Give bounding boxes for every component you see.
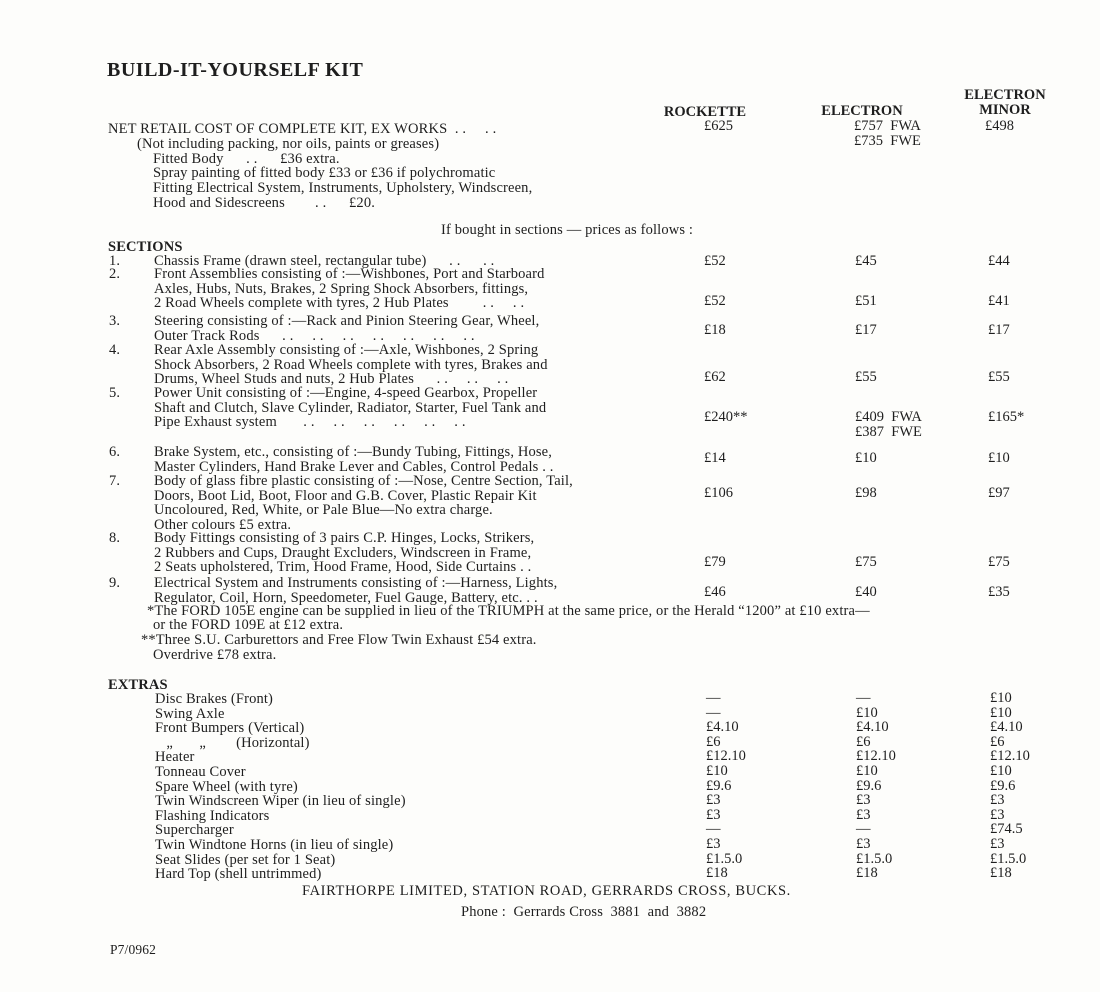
net-price-rockette: £625	[704, 118, 733, 134]
section-description-line: Pipe Exhaust system . . . . . . . . . . . .	[154, 414, 466, 431]
extra-price-rockette: £9.6	[706, 777, 732, 794]
section-price-electron-fwe: £387 FWE	[855, 424, 922, 440]
extra-price-electron: £4.10	[856, 719, 889, 736]
extra-price-electron-minor: £74.5	[990, 821, 1023, 838]
extra-price-electron-minor: £3	[990, 806, 1005, 823]
section-description-line: Shock Absorbers, 2 Road Wheels complete with tyres, Brakes and	[154, 356, 548, 373]
col-header-rockette: ROCKETTE	[663, 104, 747, 120]
section-price-electron-minor: £165*	[988, 409, 1025, 425]
extras-heading: EXTRAS	[108, 677, 168, 693]
section-description-line: Drums, Wheel Studs and nuts, 2 Hub Plates . . . . . .	[154, 371, 509, 388]
section-price-electron: £98	[855, 485, 877, 501]
extra-price-electron-minor: £12.10	[990, 748, 1030, 765]
section-description-line: Front Assemblies consisting of :—Wishbones, Port and Starboard	[154, 266, 545, 282]
extra-item-label: Flashing Indicators	[155, 807, 270, 824]
fitted-body-note: Fitted Body . . £36 extra.	[153, 151, 340, 167]
extra-price-electron-minor: £10	[990, 763, 1012, 779]
extra-price-electron: £9.6	[856, 777, 882, 794]
extra-price-rockette: —	[706, 821, 721, 838]
extra-price-rockette: £6	[706, 733, 721, 750]
extra-price-electron-minor: £4.10	[990, 719, 1023, 736]
extra-item-label: Heater	[155, 749, 195, 766]
section-description-line: 2 Rubbers and Cups, Draught Excluders, Windscreen in Frame,	[154, 544, 532, 561]
extra-price-rockette: £3	[706, 792, 721, 809]
section-price-rockette: £52	[704, 253, 726, 269]
extra-price-electron: £1.5.0	[856, 850, 893, 867]
section-description-line: Steering consisting of :—Rack and Pinion Steering Gear, Wheel,	[154, 313, 540, 329]
section-number: 7.	[109, 473, 121, 489]
section-price-electron: £51	[855, 293, 877, 309]
section-price-electron-minor: £97	[988, 485, 1010, 501]
section-price-electron: £409 FWA	[855, 409, 922, 425]
fitting-note-line1: Fitting Electrical System, Instruments, Upholstery, Windscreen,	[153, 180, 533, 196]
extra-price-electron: £3	[856, 806, 871, 823]
extra-item-label: Twin Windscreen Wiper (in lieu of single)	[155, 793, 406, 810]
section-description-line: Electrical System and Instruments consisting of :—Harness, Lights,	[154, 575, 558, 591]
col-header-electron-minor-line1: ELECTRON	[964, 87, 1046, 103]
section-price-rockette: £18	[704, 322, 726, 338]
spray-note: Spray painting of fitted body £33 or £36 if polychromatic	[153, 165, 496, 181]
section-price-electron-minor: £10	[988, 450, 1010, 466]
section-description-line: Power Unit consisting of :—Engine, 4-speed Gearbox, Propeller	[154, 385, 538, 401]
col-header-electron: ELECTRON	[821, 103, 903, 119]
extra-price-electron: —	[856, 690, 871, 706]
section-price-rockette: £62	[704, 369, 726, 385]
extra-item-label: Spare Wheel (with tyre)	[155, 778, 298, 795]
section-number: 4.	[109, 342, 121, 358]
extra-item-label: „ „ (Horizontal)	[155, 734, 310, 751]
section-price-electron-minor: £35	[988, 584, 1010, 600]
section-number: 8.	[109, 530, 121, 546]
extra-price-electron-minor: £10	[990, 690, 1012, 706]
section-price-rockette: £79	[704, 554, 726, 570]
extra-price-electron-minor: £18	[990, 865, 1012, 882]
section-price-rockette: £52	[704, 293, 726, 309]
extra-item-label: Tonneau Cover	[155, 764, 246, 780]
section-price-electron-minor: £44	[988, 253, 1010, 269]
section-price-electron: £75	[855, 554, 877, 570]
section-description-line: Axles, Hubs, Nuts, Brakes, 2 Spring Shock Absorbers, fittings,	[154, 280, 529, 297]
extra-price-electron-minor: £3	[990, 792, 1005, 809]
extra-price-electron: £3	[856, 792, 871, 809]
section-description-line: Other colours £5 extra.	[154, 517, 292, 534]
extra-price-rockette: —	[706, 704, 721, 721]
extra-price-electron-minor: £3	[990, 836, 1005, 852]
section-number: 5.	[109, 385, 121, 401]
extra-item-label: Swing Axle	[155, 705, 225, 722]
extra-price-rockette: £1.5.0	[706, 850, 743, 867]
extra-price-rockette: £3	[706, 836, 721, 852]
extra-price-electron: £10	[856, 704, 878, 721]
section-description-line: Outer Track Rods . . . . . . . . . . . . . .	[154, 327, 475, 344]
document-reference: P7/0962	[110, 942, 157, 957]
extra-item-label: Supercharger	[155, 822, 234, 839]
extra-price-electron-minor: £10	[990, 704, 1012, 721]
extra-price-rockette: £4.10	[706, 719, 739, 736]
section-number: 2.	[109, 266, 121, 282]
net-price-electron-fwe: £735 FWE	[854, 133, 921, 149]
extra-price-rockette: £10	[706, 763, 728, 779]
section-description-line: Regulator, Coil, Horn, Speedometer, Fuel Gauge, Battery, etc. . .	[154, 589, 538, 606]
extra-price-rockette: £12.10	[706, 748, 746, 765]
section-description-line: Master Cylinders, Hand Brake Lever and Cables, Control Pedals . .	[154, 458, 554, 475]
extra-price-electron: £10	[856, 763, 878, 779]
section-price-rockette: £14	[704, 450, 726, 466]
section-description-line: Chassis Frame (drawn steel, rectangular tube) . . . .	[154, 253, 495, 269]
fitting-note-line2: Hood and Sidescreens . . £20.	[153, 195, 376, 211]
section-price-electron-minor: £17	[988, 322, 1010, 338]
extra-price-rockette: —	[706, 690, 721, 706]
extra-price-electron-minor: £1.5.0	[990, 850, 1027, 867]
extra-item-label: Front Bumpers (Vertical)	[155, 720, 305, 737]
section-description-line: 2 Road Wheels complete with tyres, 2 Hub Plates . . . .	[154, 295, 525, 312]
section-number: 6.	[109, 444, 121, 460]
section-number: 3.	[109, 313, 121, 329]
extra-price-electron-minor: £6	[990, 733, 1005, 750]
col-header-electron-minor-line2: MINOR	[979, 102, 1031, 118]
section-description-line: Shaft and Clutch, Slave Cylinder, Radiator, Starter, Fuel Tank and	[154, 399, 547, 416]
section-price-electron: £45	[855, 253, 877, 269]
section-description-line: Uncoloured, Red, White, or Pale Blue—No extra charge.	[154, 502, 493, 519]
section-price-rockette: £106	[704, 485, 733, 501]
section-price-electron: £10	[855, 450, 877, 466]
sections-intro: If bought in sections — prices as follows :	[441, 222, 694, 238]
section-price-electron: £55	[855, 369, 877, 385]
footnote-carburettors: **Three S.U. Carburettors and Free Flow Twin Exhaust £54 extra.	[141, 632, 537, 648]
extra-price-electron-minor: £9.6	[990, 777, 1016, 794]
section-price-rockette: £46	[704, 584, 726, 600]
section-description-line: 2 Seats upholstered, Trim, Hood Frame, Hood, Side Curtains . .	[154, 559, 532, 576]
section-description-line: Doors, Boot Lid, Boot, Floor and G.B. Cover, Plastic Repair Kit	[154, 487, 537, 504]
page-title: BUILD-IT-YOURSELF KIT	[107, 59, 364, 81]
extra-price-rockette: £3	[706, 806, 721, 823]
net-price-electron-fwa: £757 FWA	[854, 118, 921, 134]
extra-price-electron: —	[856, 821, 871, 838]
extra-item-label: Twin Windtone Horns (in lieu of single)	[155, 837, 394, 853]
section-price-electron: £17	[855, 322, 877, 338]
extra-item-label: Seat Slides (per set for 1 Seat)	[155, 851, 336, 868]
net-price-electron-minor: £498	[985, 118, 1014, 134]
extra-price-electron: £3	[856, 836, 871, 852]
extra-price-electron: £18	[856, 865, 878, 882]
section-price-electron: £40	[855, 584, 877, 600]
extra-item-label: Hard Top (shell untrimmed)	[155, 866, 322, 883]
footnote-ford-engine: *The FORD 105E engine can be supplied in lieu of the TRIUMPH at the same price, or the Herald “1200” at £10 extra—	[147, 603, 870, 619]
section-description-line: Body of glass fibre plastic consisting of :—Nose, Centre Section, Tail,	[154, 473, 573, 489]
net-retail-label: NET RETAIL COST OF COMPLETE KIT, EX WORKS . . . .	[108, 121, 497, 137]
section-price-rockette: £240**	[704, 409, 748, 425]
section-price-electron-minor: £55	[988, 369, 1010, 385]
company-address: FAIRTHORPE LIMITED, STATION ROAD, GERRARDS CROSS, BUCKS.	[302, 883, 791, 899]
section-number: 1.	[109, 253, 121, 269]
extra-price-electron: £12.10	[856, 748, 896, 765]
extra-price-rockette: £18	[706, 865, 728, 882]
section-price-electron-minor: £41	[988, 293, 1010, 309]
section-price-electron-minor: £75	[988, 554, 1010, 570]
footnote-ford-engine-cont: or the FORD 109E at £12 extra.	[153, 617, 344, 633]
net-retail-note: (Not including packing, nor oils, paints or greases)	[137, 136, 440, 152]
section-description-line: Body Fittings consisting of 3 pairs C.P. Hinges, Locks, Strikers,	[154, 530, 535, 546]
section-number: 9.	[109, 575, 121, 591]
extra-item-label: Disc Brakes (Front)	[155, 691, 274, 707]
section-description-line: Brake System, etc., consisting of :—Bundy Tubing, Fittings, Hose,	[154, 444, 553, 460]
extra-price-electron: £6	[856, 733, 871, 750]
company-phone: Phone : Gerrards Cross 3881 and 3882	[461, 904, 707, 920]
section-description-line: Rear Axle Assembly consisting of :—Axle, Wishbones, 2 Spring	[154, 342, 539, 358]
sections-heading: SECTIONS	[108, 239, 183, 255]
footnote-overdrive: Overdrive £78 extra.	[153, 647, 277, 663]
